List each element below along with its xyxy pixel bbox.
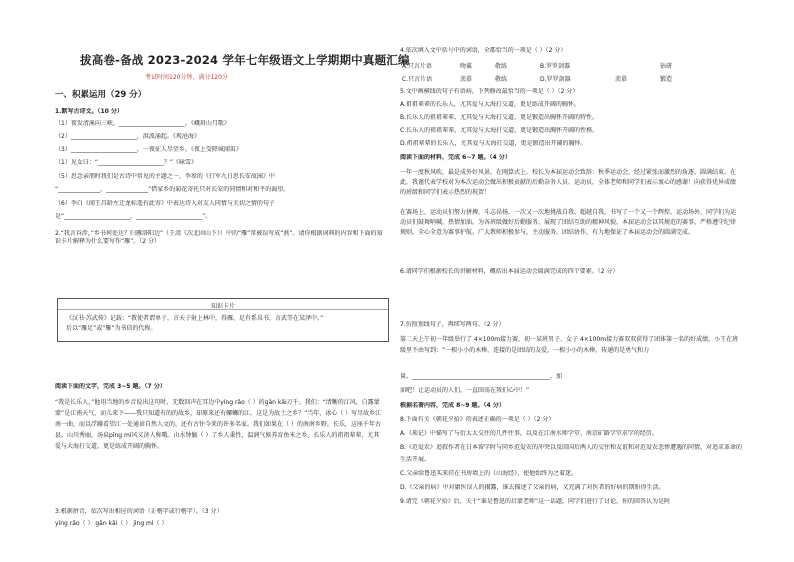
- q5-option: B.长乐人的祖祖辈辈，尤其爱与大海打交道，更是锻造出胸怀开阔的特性。: [400, 114, 599, 121]
- q4-option: 羡慕: [460, 76, 473, 83]
- exam-subtitle: 考试时间120分钟，满分120分: [145, 74, 228, 81]
- q8-option: B.《范爱农》追叙作者在日本留学时与同乡范爱农的冲突以及回国后两人的交往和友谊和对范爱农悲惨遭遇的同情，对追求革命的: [400, 444, 743, 451]
- reading3-intro: 根据名著内容，完成 8~9 题。（4 分）: [400, 402, 505, 409]
- q5-option: C.长乐人的祖祖辈辈，尤其爱与大海打交道，更是锻造出胸怀开阔的性格。: [400, 127, 599, 134]
- card-line: 后以“雁足”或“雁”为书信的代称。: [66, 325, 157, 332]
- q5-title: 5.文中画横线的句子有语病，下列修改最恰当的一项是（ ）（2 分）: [400, 88, 579, 95]
- reading2-intro: 阅读下面的材料，完成 6~7 题。（4 分）: [400, 154, 511, 161]
- section-heading: 一、积累运用（29 分）: [55, 90, 147, 100]
- card-divider: [58, 309, 388, 310]
- q5-option: D.祖祖辈辈的长乐人，尤其爱与大海打交道，更是锻造出开阔的胸怀。: [400, 140, 587, 147]
- q9-title: 9.请完《朝花夕拾》后，关于“谁是鲁迅的启蒙老师”这一话题，同学们进行了讨论，你的回答认为是阿: [400, 498, 670, 505]
- q4-option: C.只言片语: [402, 76, 433, 83]
- q1-title: 1.默写古诗文。（10 分）: [55, 108, 123, 115]
- q1-line: 是“______________________，______________________”。: [55, 213, 212, 220]
- knowledge-card: [57, 298, 389, 342]
- reading2-paragraph: 一年一度秋风吹，最是成外好风景。在刚算式上，校长为本届运动会致辞：秋季运动会，经过紧张而激烈的角逐，圆满结束。在此，我谨代表学校对为本次运动会做出积极贡献的后勤杂务人员、运动员，全体老师和同学们表示衷心的感谢！向获得优异成绩的班级和同学们表示热烈的祝贺！: [400, 169, 737, 196]
- reading1-intro: 阅读下面的文字，完成 3~5 题。（7 分）: [55, 383, 166, 390]
- q7-paragraph: 油吧！让运动员的人们，一直回荡在我们心中！”: [400, 387, 530, 394]
- q4-option: 羡慕: [615, 76, 628, 83]
- q1-line: （5）思念亲朋时我们是古诗中常见的主题之一，李参的《行军九日思长安故园》中: [55, 173, 275, 180]
- reading2-paragraph: 在赛场上，运动员们努力拼搏，斗志昂扬。一次又一次地挑战自我、超越自我，书写了一个又一个辉煌。运动场外，同学们为运动员们鼓舞呐喊，热情加油。为各班级做好后勤服务，展现了团结互助的精神风貌。本届运动会以其规范的赛事，严格遵守纪律规则，全心全意为赛事护航。广大教师积极参与，主动服务，团结协作，有力地保证了本届运动会的圆满完成。: [400, 209, 737, 236]
- q7-paragraph: 第二天上午初一年级举行了 4×100m接力赛，初一某班男子、女子 4×100m接力赛双双获得了团体第一名的好成绩，小王在班级里不由写到：“一根小小的木棒，连接的是团结的友爱，一根小小的木棒，传递的是勇气和力: [400, 336, 739, 354]
- q8-option: A.《琐记》中描写了与衍太太交往的几件往事，以及在江南水师学堂、南京矿路学堂求学的经历。: [400, 430, 658, 437]
- q1-line: （2）______________________，洪波涌起。《观沧海》: [55, 133, 200, 140]
- q4-option: D.罗罗剑器: [540, 76, 571, 83]
- q1-line: （1）见女曰：“______________________？”《咏雪》: [55, 159, 198, 166]
- q8-option: 生活开展。: [400, 456, 431, 463]
- q1-line: （3）______________________，一夜征人尽望乡。《夜上受降城闻笛》: [55, 146, 242, 153]
- q8-title: 8.下面有关《朝花夕拾》的表述正确的一项是（ ）（2 分）: [400, 416, 555, 423]
- card-line: 《汉书·苏武传》记载：“教使者谓单于，言天子射上林中，得雁，足有系帛书，言武等在某泽中。”: [66, 315, 324, 322]
- q4-option: 敬练: [495, 63, 508, 70]
- q2-text: 2.“我言谷涉，”乡书何处达？归雁洛阳边”（王湾《次北固山下》）中的“雁”常被误写成“燕”。请你根据词典的内容和下面的知识卡片解释为什么要写作“雁”。（2 分）: [55, 230, 383, 245]
- q1-line: （6）李白《闻王昌龄左迁龙标遥有此寄》中表达诗人对友人同情与关切之情的句子: [55, 200, 275, 207]
- q8-option: C.父亲给鲁迅买来挂在书房墙上的《山海经》，使他始终为之着迷。: [400, 470, 578, 477]
- page-title: 拔高卷-备战 2023-2024 学年七年级语文上学期期中真题汇编: [80, 53, 410, 67]
- q8-option: D.《父亲的病》中对庸医误人的揭露，谁去描述了父亲的病，又充满了对医者的好病的期盼得生活。: [400, 484, 665, 491]
- q7-title: 7.仿照划线句子，再续写两句。（2 分）: [400, 321, 505, 328]
- q5-option: A.祖祖辈辈的长乐人，尤其爱与大海打交道，更是练成开阔的胸怀。: [400, 101, 580, 108]
- q1-line: “______________，______________”借家乡的菊花寄托只对长安的同情和对和平的渴望。: [55, 186, 290, 193]
- q3-pinyin: yíng rǎo（ ） gǎn kǎi（ ） jìng mì（ ）: [55, 520, 168, 527]
- q6-title: 6.请同学们根据校长的讲解材料，概括出本届运动会圆满完成的四个要素。（2 分）: [400, 268, 619, 275]
- q3-title: 3.根据拼音，依次写出相应的词语（正楷字或行楷字）。（3 分）: [55, 508, 223, 515]
- q4-option: 吻翼: [460, 63, 473, 70]
- q4-option: 钻研: [660, 63, 673, 70]
- reading1-paragraph: “我是长乐人，”他用当地的乡音说出这句时，无数回声在耳边中yíng rǎo（ ）的gǎn kǎi万千。我们：“清晰的江风，白露蒙蒙”是江南天气，而儿来下——我只知道有的的故乡，却原来还有螺蛳的江，这是为故土之乡？”当年，冰心（ ）写尽故乡江南一曲，而以浮躁看望江一处通谚自然人文的，还有古往今来的许多名家。我们如果在（ ）的南南乡野。长乐，这座千年古县，山川秀丽，汤泉pǐng mì风又济人称哦。山水钟毓（ ）了乡人秉性，温润气候养育鱼米之乡。长乐人的祖祖辈辈，尤其爱与大海打交道，更是练成开阔的胸怀。: [55, 399, 382, 450]
- q4-title: 4.依次填入文中括号中的词语，全都恰当的一项是（ ）（2 分）: [400, 47, 567, 54]
- q4-option: 锻造: [660, 76, 673, 83]
- q4-option: B.罗罗剑器: [540, 63, 571, 70]
- q7-paragraph: 量。______________________________________________，加: [400, 373, 563, 380]
- q4-option: A.只言片语: [402, 63, 432, 70]
- q4-option: 敬练: [495, 76, 508, 83]
- card-title: 知识卡片: [210, 303, 235, 310]
- q1-line: （1）夜发清溪向三峡，______________________。《峨眉山月歌》: [55, 120, 230, 127]
